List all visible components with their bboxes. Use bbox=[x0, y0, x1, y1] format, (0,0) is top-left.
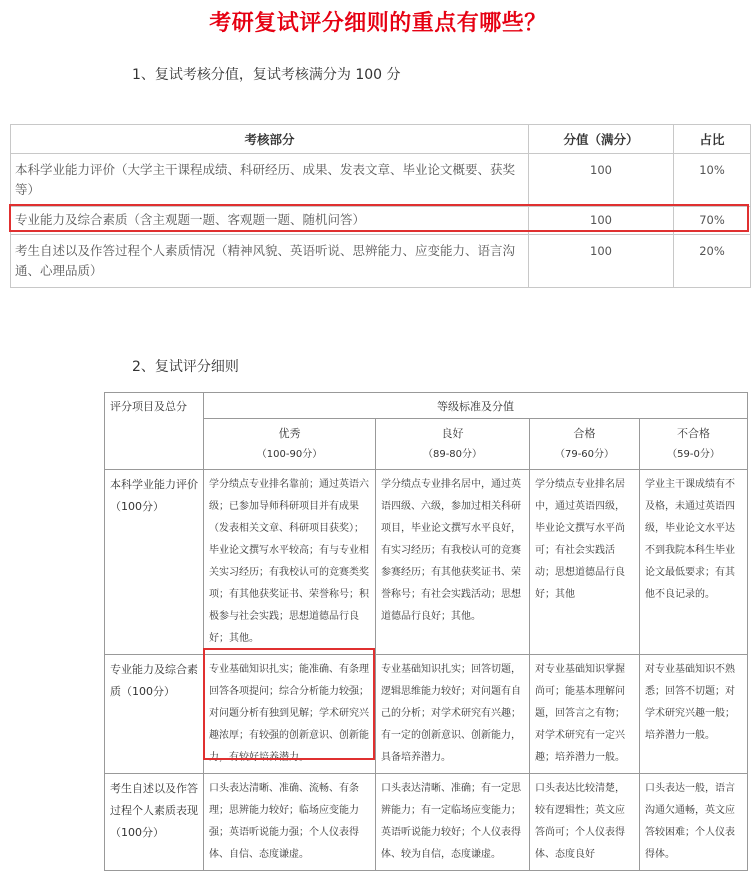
level-range: （100-90分） bbox=[256, 449, 323, 460]
level-fail bbox=[640, 419, 748, 470]
level-pass bbox=[530, 419, 640, 470]
row-cell: 对专业基础知识掌握尚可；能基本理解问题，回答言之有物；对学术研究有一定兴趣；培养潜力一般。 bbox=[530, 655, 640, 774]
grading-header-row bbox=[105, 393, 748, 419]
level-name: 合格 bbox=[573, 427, 596, 440]
row-cell: 专业基础知识扎实；回答切题，逻辑思维能力较好；对问题有自己的分析；对学术研究有兴趣；有一定的创新意识、创新能力，具备培养潜力。 bbox=[376, 655, 530, 774]
col-header-item: 评分项目及总分 bbox=[105, 393, 204, 470]
row-part: 本科学业能力评价（大学主干课程成绩、科研经历、成果、发表文章、毕业论文概要、获奖等） bbox=[11, 154, 529, 207]
level-good bbox=[376, 419, 530, 470]
score-table bbox=[10, 124, 751, 288]
row-cell: 口头表达比较清楚，较有逻辑性；英文应答尚可；个人仪表得体、态度良好 bbox=[530, 774, 640, 871]
level-excellent bbox=[204, 419, 376, 470]
grading-table bbox=[104, 392, 748, 871]
row-cell: 口头表达清晰、准确；有一定思辨能力；有一定临场应变能力；英语听说能力较好；个人仪表得体、较为自信，态度谦虚。 bbox=[376, 774, 530, 871]
row-cell: 学业主干课成绩有不及格，未通过英语四级，毕业论文水平达不到我院本科生毕业论文最低要求；有其他不良记录的。 bbox=[640, 470, 748, 655]
table-row bbox=[11, 154, 751, 207]
score-table-header bbox=[11, 125, 751, 154]
level-range: （79-60分） bbox=[554, 449, 615, 460]
row-item: 考生自述以及作答过程个人素质表现（100分） bbox=[105, 774, 204, 871]
row-cell: 口头表达一般，语言沟通欠通畅，英文应答较困难；个人仪表得体。 bbox=[640, 774, 748, 871]
row-cell: 学分绩点专业排名居中，通过英语四级、六级，参加过相关科研项目，毕业论文撰写水平良好，有实习经历；有我校认可的竞赛参赛经历；有其他获奖证书、荣誉称号；有社会实践活动；思想道德品行良好；其他。 bbox=[376, 470, 530, 655]
row-cell: 学分绩点专业排名居中，通过英语四级，毕业论文撰写水平尚可；有社会实践活动；思想道德品行良好；其他 bbox=[530, 470, 640, 655]
row-score: 100 bbox=[529, 154, 674, 207]
page-title: 考研复试评分细则的重点有哪些？ bbox=[209, 11, 547, 36]
row-score: 100 bbox=[529, 207, 674, 235]
row-part: 专业能力及综合素质（含主观题一题、客观题一题、随机问答） bbox=[11, 207, 529, 235]
table-row-highlighted bbox=[11, 207, 751, 235]
level-range: （89-80分） bbox=[422, 449, 483, 460]
row-cell: 学分绩点专业排名靠前；通过英语六级；已参加导师科研项目并有成果（发表相关文章、科研项目获奖）；毕业论文撰写水平较高；有与专业相关实习经历；有我校认可的竞赛类奖项；有其他获奖证书、荣誉称号；积极参与社会实践；思想道德品行良好；其他。 bbox=[204, 470, 376, 655]
row-ratio: 10% bbox=[674, 154, 751, 207]
row-ratio: 20% bbox=[674, 235, 751, 288]
level-name: 优秀 bbox=[278, 427, 301, 440]
table-row bbox=[105, 774, 748, 871]
col-header-ratio: 占比 bbox=[674, 125, 751, 154]
level-name: 不合格 bbox=[677, 427, 710, 440]
row-cell: 口头表达清晰、准确、流畅、有条理；思辨能力较好；临场应变能力强；英语听说能力强；个人仪表得体、自信、态度谦虚。 bbox=[204, 774, 376, 871]
row-item: 专业能力及综合素质（100分） bbox=[105, 655, 204, 774]
table-row bbox=[105, 655, 748, 774]
row-cell: 专业基础知识扎实；能准确、有条理回答各项提问；综合分析能力较强；对问题分析有独到见解；学术研究兴趣浓厚；有较强的创新意识、创新能力，有较好培养潜力。 bbox=[204, 655, 376, 774]
table-row bbox=[105, 470, 748, 655]
row-item: 本科学业能力评价（100分） bbox=[105, 470, 204, 655]
row-cell: 对专业基础知识不熟悉；回答不切题；对学术研究兴趣一般；培养潜力一般。 bbox=[640, 655, 748, 774]
col-header-part: 考核部分 bbox=[11, 125, 529, 154]
row-score: 100 bbox=[529, 235, 674, 288]
section-2-heading: 2、复试评分细则 bbox=[132, 359, 239, 375]
col-header-score: 分值（满分） bbox=[529, 125, 674, 154]
section-1-heading: 1、复试考核分值，复试考核满分为 100 分 bbox=[132, 67, 401, 83]
level-range: （59-0分） bbox=[667, 449, 720, 460]
row-ratio: 70% bbox=[674, 207, 751, 235]
row-part: 考生自述以及作答过程个人素质情况（精神风貌、英语听说、思辨能力、应变能力、语言沟通、心理品质） bbox=[11, 235, 529, 288]
col-header-group: 等级标准及分值 bbox=[204, 393, 748, 419]
level-name: 良好 bbox=[441, 427, 464, 440]
table-row bbox=[11, 235, 751, 288]
